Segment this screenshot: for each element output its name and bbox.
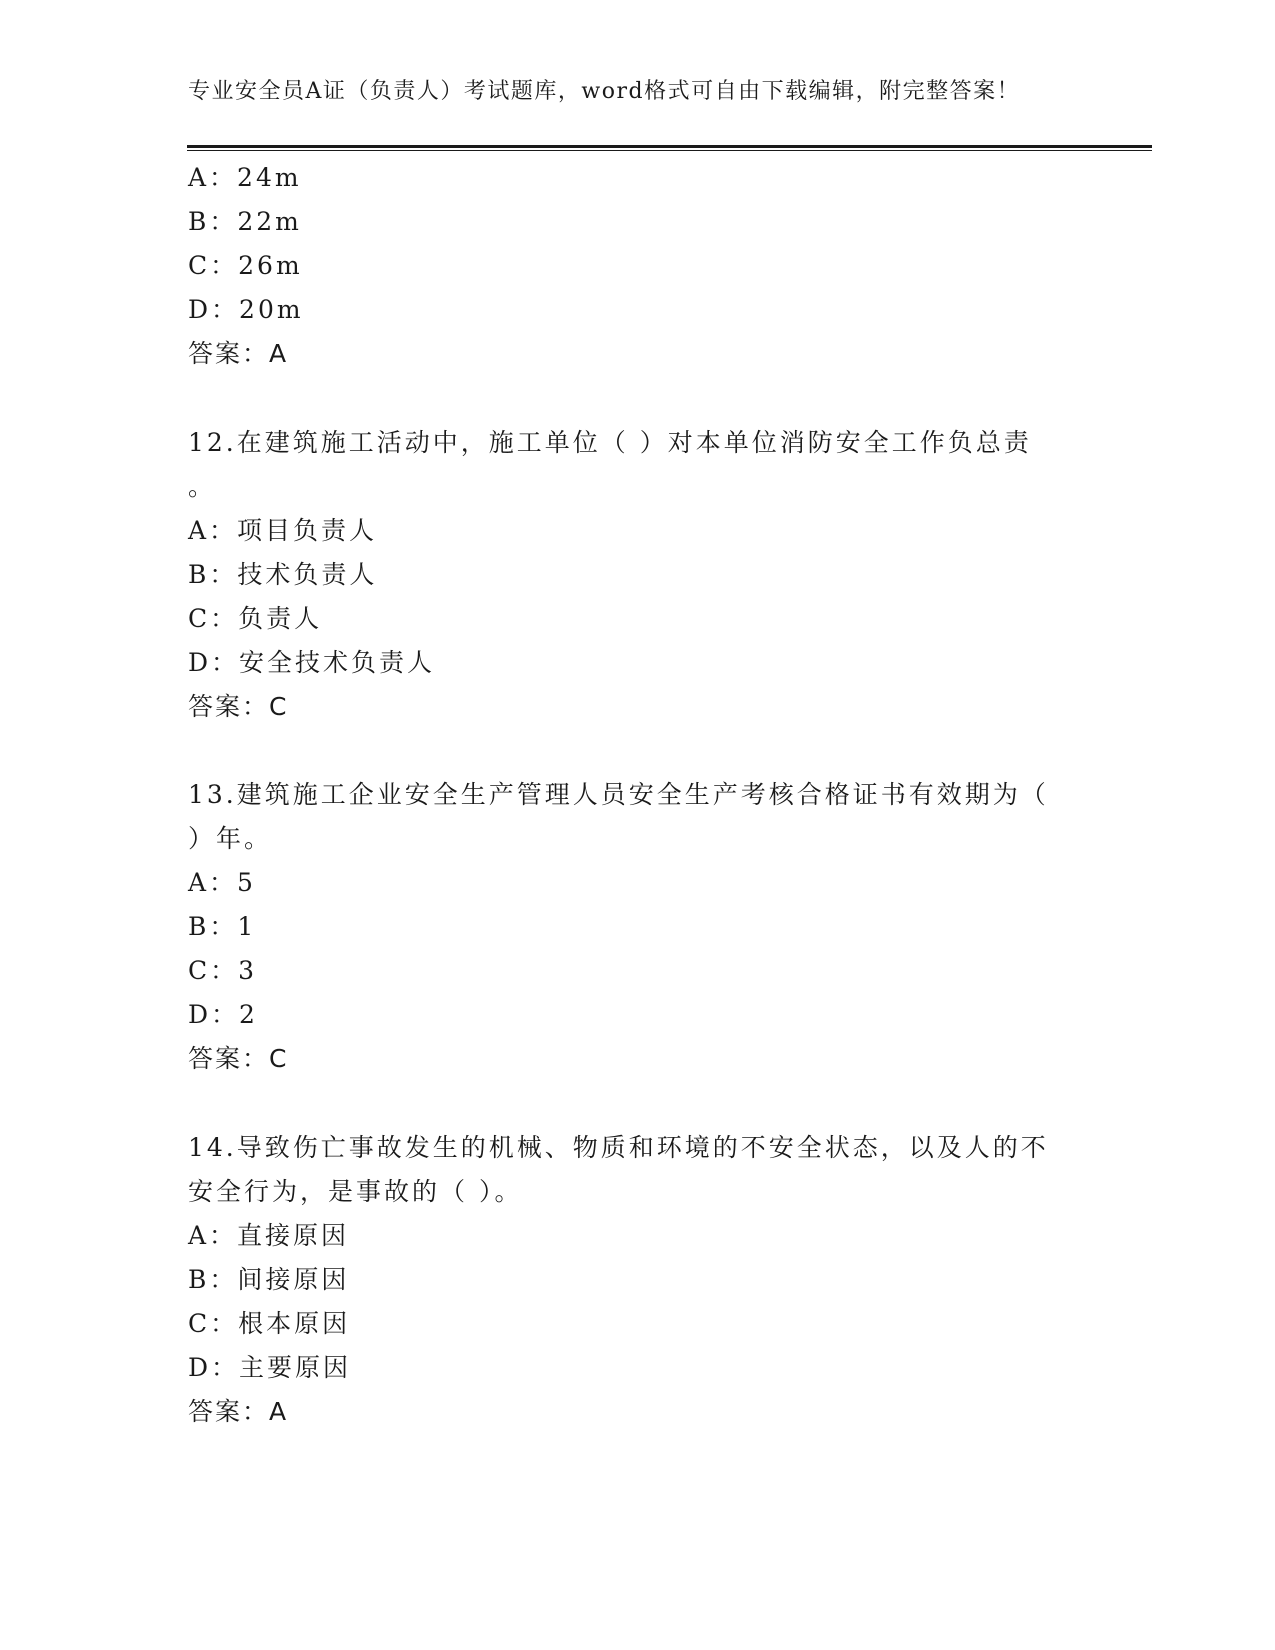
q14-option-a: A：直接原因 [188, 1221, 350, 1250]
q13-option-c: C：3 [188, 956, 258, 985]
q14-stem-line2: 安全行为，是事故的（ ）。 [188, 1177, 523, 1206]
q14-answer: 答案：A [188, 1397, 289, 1426]
q13-stem-line2: ）年。 [188, 824, 273, 853]
q13-option-a: A：5 [188, 868, 256, 897]
q11-option-d: D：20m [188, 295, 304, 324]
q13-option-d: D：2 [188, 1000, 258, 1029]
q12-option-c: C：负责人 [188, 604, 323, 633]
q12-answer: 答案：C [188, 692, 289, 721]
page-header: 专业安全员A证（负责人）考试题库，word格式可自由下载编辑，附完整答案！ [188, 79, 1021, 104]
q12-option-d: D：安全技术负责人 [188, 648, 436, 677]
q12-stem-line1: 12.在建筑施工活动中，施工单位（ ）对本单位消防安全工作负总责 [188, 428, 1032, 457]
q12-stem-line2: 。 [188, 472, 217, 501]
q13-answer: 答案：C [188, 1044, 289, 1073]
q13-option-b: B：1 [188, 912, 257, 941]
q14-option-d: D：主要原因 [188, 1353, 352, 1382]
header-rule-thick [187, 145, 1152, 148]
header-rule-thin [187, 150, 1152, 151]
q11-option-a: A：24m [188, 163, 302, 192]
q12-option-b: B：技术负责人 [188, 560, 378, 589]
q13-stem-line1: 13.建筑施工企业安全生产管理人员安全生产考核合格证书有效期为（ [188, 780, 1049, 809]
q11-answer: 答案：A [188, 339, 289, 368]
q14-option-b: B：间接原因 [188, 1265, 350, 1294]
q12-option-a: A：项目负责人 [188, 516, 378, 545]
q11-option-c: C：26m [188, 251, 303, 280]
q14-option-c: C：根本原因 [188, 1309, 351, 1338]
q11-option-b: B：22m [188, 207, 302, 236]
q14-stem-line1: 14.导致伤亡事故发生的机械、物质和环境的不安全状态，以及人的不 [188, 1133, 1049, 1162]
